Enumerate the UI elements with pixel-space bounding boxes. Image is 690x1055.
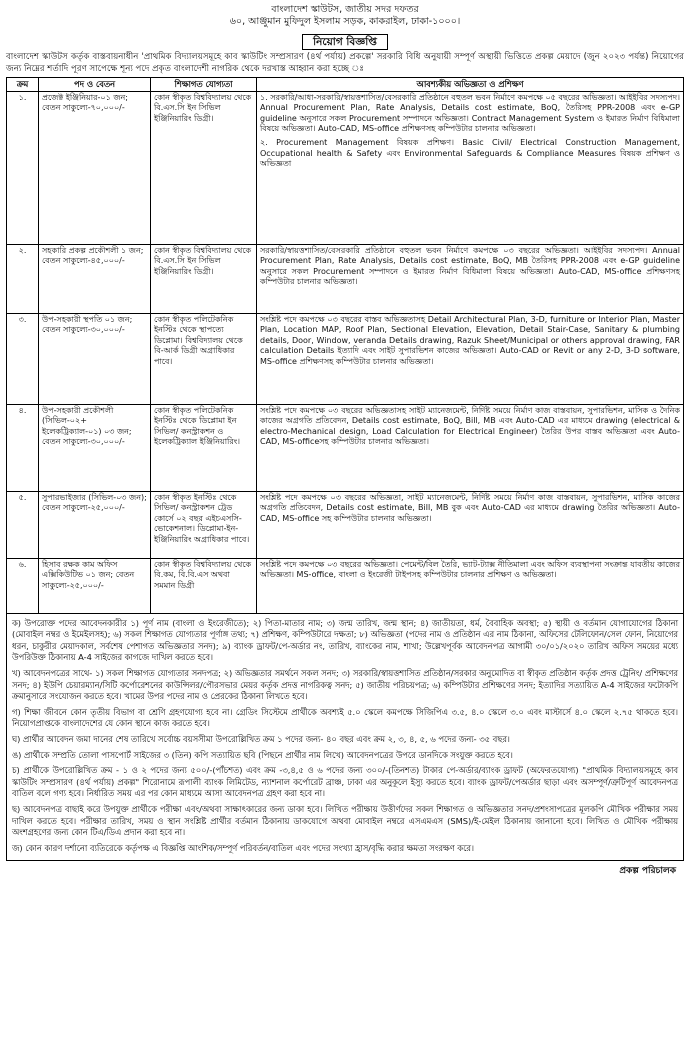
title-wrap bbox=[6, 30, 684, 50]
condition-cha: চ) প্রার্থীকে উপরোল্লিখিত ক্রম - ১ ও ২ পদের জন্য ৫০০/-(পাঁচশত) এবং ক্রম -৩,৪,৫ ও ৬ পদের জন্য ৩০০/-(তিনশত) টাকার পে-অর্ডার/ব্যাংক ড্রাফট (অফেরতযোগ্য) "প্রাথমিক বিদ্যালয়সমূহে কাব স্কাউটিং সম্প্রসারণ (৪র্থ পর্যায়) প্রকল্প" শিরোনামে রূপালী ব্যাংক লিমিটেড, ন্যাশনাল কর্পোরেট ব্রাঞ্চ, ঢাকা এর অনুকূলে ইস্যু করতে হবে। ব্যাংক ড্রাফট/পেঅর্ডার ছাড়া এবং অসম্পূর্ণ/ত্রুটিপূর্ণ আবেদনপত্র বাতিল বলে গণ্য হবে। নির্ধারিত সময় এর পর কোন মাধ্যমে আসা আবেদনপত্র গ্রহণ করা হবে না। bbox=[12, 765, 678, 799]
col-education-header: শিক্ষাগত যোগ্যতা bbox=[151, 78, 257, 92]
education-cell: কোন স্বীকৃত ইনস্টিঃ থেকে সিভিল/ কনস্ট্রাকশন ট্রেড কোর্সে ০২ বছর এইচএসসি-ভোকেশনাল। ডিপ্লোমা-ইন-ইঞ্জিনিয়ারিং অগ্রাধিকার পাবে। bbox=[151, 491, 257, 558]
signature-title: প্রকল্প পরিচালক bbox=[619, 866, 676, 877]
post-cell: প্রজেক্ট ইঞ্জিনিয়ার-০১ জন; বেতন সাকুল্যে-৭০,০০০/- bbox=[39, 91, 151, 244]
col-post-header: পদ ও বেতন bbox=[39, 78, 151, 92]
conditions-section bbox=[6, 614, 684, 862]
requirements-cell: সরকারি/স্বায়ত্তশাসিত/বেসরকারি প্রতিষ্ঠানে বহুতল ভবন নির্মাণে কমপক্ষে ০৩ বছরের অভিজ্ঞতা। আইইবির সদস্যপদ। Annual Procurement Plan, Rate Analysis, Details cost estimate, BoQ, MB তৈরিসহ PPR-2008 এবং e-GP guideline অনুসারে সকল Procurement সম্পাদনে ও ইমারত নির্মাণ বিধিমালা বিষয়ে অভিজ্ঞতা। Auto-CAD, MS-office প্রশিক্ষণসহ কম্পিউটার চালনার অভিজ্ঞতা। bbox=[257, 244, 684, 313]
organization-header bbox=[6, 4, 684, 28]
requirements-cell: সংশ্লিষ্ট পদে কমপক্ষে ০৩ বছরের বাস্তব অভিজ্ঞতাসহ Detail Architectural Plan, 3-D, furniture or Interior Plan, Master Plan, Location MAP, Roof Plan, Sectional Elevation, Elevation, Detail Stair-Case, Sanitary & plumbing details, Door, Window, veranda Details drawing, Razuk Sheet/Municipal or others approval drawing, FAR calculation Details ইত্যাদি এবং সাইট সুপারভিশন কাজের অভিজ্ঞতা। Auto-CAD or Revit or any 2-D, 3-D software, MS-office প্রশিক্ষণসহ কম্পিউটার চালনার অভিজ্ঞতা। bbox=[257, 313, 684, 404]
table-row bbox=[7, 91, 684, 244]
condition-ka: ক) উপরোক্ত পদের আবেদনকারীর ১) পূর্ণ নাম (বাংলা ও ইংরেজীতে); ২) পিতা-মাতার নাম; ৩) জন্ম তারিখ, জন্ম স্থান; ৪) জাতীয়তা, ধর্ম, বৈবাহিক অবস্থা; ৫) স্থায়ী ও বর্তমান যোগাযোগের ঠিকানা (মোবাইল নম্বর ও ইমেইলসহ); ৬) সকল শিক্ষাগত যোগ্যতার পূর্ণাঙ্গ তথ্য; ৭) প্রশিক্ষণ, কম্পিউটারে দক্ষতা; ৮) অভিজ্ঞতা (পদের নাম ও প্রতিষ্ঠান এর নাম ঠিকানা, অফিসের টেলিফোন/সেল ফোন, নিয়োগের ধরন, চাকুরীর মেয়াদকাল, সর্বশেষ পেশাগত অভিজ্ঞতার সনদ); ৯) ব্যাংক ড্রাফট/পে-অর্ডার নং, তারিখ, ব্যাংকের নাম, শাখা; উল্লেখপূর্বক আবেদনপত্র আগামী ৩০/০১/২০২০ তারিখ অফিস সময়ের মধ্যে উপরিউক্ত ঠিকানায় A-4 সাইজের কাগজে দাখিল করতে হবে। bbox=[12, 617, 678, 663]
requirements-text: ১. সরকারি/আধা-সরকারি/স্বায়ত্তশাসিত/বেসরকারি প্রতিষ্ঠানে বহুতল ভবন নির্মাণে কমপক্ষে ০৫ বছরের অভিজ্ঞতা। আইইবির সদস্যপদ। Annual Procurement Plan, Rate Analysis, Details cost estimate, BoQ, তৈরিসহ PPR-2008 এবং e-GP guideline অনুসারে সকল Procurement সম্পাদনে অভিজ্ঞতা। Contract Management System ও ইমারত নির্মাণ বিধিমালা বিষয়ে অভিজ্ঞতা। Auto-CAD, MS-office প্রশিক্ষণসহ কম্পিউটার চালনার অভিজ্ঞতা। bbox=[260, 92, 680, 134]
post-cell: হিসাব রক্ষক কাম অফিস এক্সিকিউটিভ ০১ জন; বেতন সাকুল্যে-২৫,০০০/- bbox=[39, 558, 151, 613]
requirements-cell: সংশ্লিষ্ট পদে কমপক্ষে ০৩ বছরের অভিজ্ঞতা, সাইট ম্যানেজমেন্ট, নির্দিষ্ট সময়ে নির্মাণ কাজ বাস্তবায়ন, সুপারভিশন, মাসিক কাজের অগ্রগতি প্রতিবেদন, Details cost estimate, Bill, MB বুক এবং Auto-CAD এর মাধ্যমে drawing তৈরির অভিজ্ঞতা। Auto-CAD, MS-office সহ কম্পিউটার চালনার অভিজ্ঞতা। bbox=[257, 491, 684, 558]
intro-paragraph: বাংলাদেশ স্কাউটস কর্তৃক বাস্তবায়নাধীন 'প্রাথমিক বিদ্যালয়সমূহে কাব স্কাউটিং সম্প্রসারণ (৪র্থ পর্যায়) প্রকল্পে' সরকারি বিধি অনুযায়ী সম্পূর্ণ অস্থায়ী ভিত্তিতে প্রকল্প মেয়াদে (জুন ২০২৩ পর্যন্ত) নিয়োগের জন্য নিম্নের শর্তাদি পূরণ সাপেক্ষে শূন্য পদে প্রকৃত বাংলাদেশী নাগরিক থেকে দরখাস্ত আহ্বান করা হচ্ছে ঃ bbox=[6, 52, 684, 74]
education-cell: কোন স্বীকৃত পলিটেকনিক ইনস্টিঃ থেকে স্থাপত্যে ডিপ্লোমা। বিশ্ববিদ্যালয় থেকে বি-আর্ক ডিগ্রী অগ্রাধিকার পাবে। bbox=[151, 313, 257, 404]
org-address: ৬০, আঞ্জুমান মুফিদুল ইসলাম সড়ক, কাকরাইল, ঢাকা-১০০০। bbox=[229, 16, 461, 27]
education-cell: কোন স্বীকৃত পলিটেকনিক ইনস্টিঃ থেকে ডিপ্লোমা ইন সিভিল/ কনস্ট্রাকশন ও ইলেকট্রিক্যাল ইঞ্জিনিয়ারিং। bbox=[151, 404, 257, 491]
col-serial-header: ক্রম bbox=[7, 78, 39, 92]
table-row bbox=[7, 404, 684, 491]
post-cell: উপ-সহকারী স্থপতি ০১ জন; বেতন সাকুল্যে-৩০,০০০/- bbox=[39, 313, 151, 404]
education-cell: কোন স্বীকৃত বিশ্ববিদ্যালয় থেকে বি.এস.সি ইন সিভিল ইঞ্জিনিয়ারিং ডিগ্রী। bbox=[151, 91, 257, 244]
education-cell: কোন স্বীকৃত বিশ্ববিদ্যালয় থেকে বি.এস.সি ইন সিভিল ইঞ্জিনিয়ারিং ডিগ্রী। bbox=[151, 244, 257, 313]
requirements-cell: সংশ্লিষ্ট পদে কমপক্ষে ০৩ বছরের অভিজ্ঞতাসহ সাইট ম্যানেজমেন্ট, নির্দিষ্ট সময়ে নির্মাণ কাজ বাস্তবায়ন, সুপারভিশন, মাসিক ও দৈনিক কাজের অগ্রগতি প্রতিবেদন, Details cost estimate, BoQ, Bill, MB এবং Auto-CAD এর মাধ্যমে drawing (electrical & electro-Mechanical design, Load Calculation for Electrical Engineer) তৈরির উপর বাস্তব অভিজ্ঞতা এবং Auto-CAD, MS-officeসহ কম্পিউটার চালনার অভিজ্ঞতা। bbox=[257, 404, 684, 491]
col-requirements-header: আবশ্যকীয় অভিজ্ঞতা ও প্রশিক্ষণ bbox=[257, 78, 684, 92]
requirements-cell bbox=[257, 91, 684, 244]
table-row bbox=[7, 558, 684, 613]
table-header-row bbox=[7, 78, 684, 92]
serial-cell: ৩. bbox=[7, 313, 39, 404]
notice-title: নিয়োগ বিজ্ঞপ্তি bbox=[302, 34, 388, 50]
condition-uma: ঙ) প্রার্থীকে সম্প্রতি তোলা পাসপোর্ট সাইজের ৩ (তিন) কপি সত্যায়িত ছবি (পিছনে প্রার্থীর নাম লিখে) আবেদনপত্রের উপরে ডানদিকে সংযুক্ত করতে হবে। bbox=[12, 749, 513, 760]
serial-cell: ৪. bbox=[7, 404, 39, 491]
post-cell: সুপারভাইজার (সিভিল-০৩ জন); বেতন সাকুল্যে-২৫,০০০/- bbox=[39, 491, 151, 558]
requirements-cell: সংশ্লিষ্ট পদে কমপক্ষে ০৩ বছরের অভিজ্ঞতা। পেমেন্ট/বিল তৈরি, ভ্যাট-ট্যাক্স নীতিমালা এবং অফিস ব্যবস্থাপনা সংক্রান্ত যাবতীয় কাজের অভিজ্ঞতা। MS-office, বাংলা ও ইংরেজী টাইপসহ কম্পিউটার চালনার প্রশিক্ষণ ও অভিজ্ঞতা। bbox=[257, 558, 684, 613]
condition-chha: ছ) আবেদনপত্র বাছাই করে উপযুক্ত প্রার্থীকে পরীক্ষা এবং/অথবা সাক্ষাৎকারের জন্য ডাকা হবে। লিখিত পরীক্ষায় উত্তীর্ণদের সকল শিক্ষাগত ও অভিজ্ঞতার সনদ/প্রশংসাপত্রের মূলকপি মৌখিক পরীক্ষার সময় দাখিল করতে হবে। পরীক্ষার তারিখ, সময় ও স্থান সংশ্লিষ্ট প্রার্থীর বর্তমান ঠিকানায় ডাকযোগে অথবা মোবাইল নম্বরে এসএমএস (SMS)/ই-মেইল ঠিকানায় জানানো হবে। লিখিত ও মৌখিক পরীক্ষায় অংশগ্রহণের জন্য কোন টিএ/ডিএ প্রদান করা হবে না। bbox=[12, 803, 678, 838]
serial-cell: ৫. bbox=[7, 491, 39, 558]
serial-cell: ১. bbox=[7, 91, 39, 244]
table-row bbox=[7, 313, 684, 404]
vacancy-table bbox=[6, 77, 684, 614]
education-cell: কোন স্বীকৃত বিশ্ববিদ্যালয় থেকে বি.কম, বি.বি.এস অথবা সমমান ডিগ্রী bbox=[151, 558, 257, 613]
condition-kha: খ) আবেদনপত্রের সাথে- ১) সকল শিক্ষাগত যোগ্যতার সনদপত্র; ২) অভিজ্ঞতার সমর্থনে সকল সনদ; ৩) সরকারি/স্বায়ত্তশাসিত প্রতিষ্ঠান/সরকার অনুমোদিত বা স্বীকৃত প্রতিষ্ঠান কর্তৃক প্রদত্ত ট্রেনিং/ প্রশিক্ষণের সনদ; ৪) ইউপি চেয়ারম্যান/সিটি কর্পোরেশনের কাউন্সিলর/পৌরসভার মেয়র কর্তৃক প্রদত্ত নাগরিকত্ব সনদ; ৫) জাতীয় পরিচয়পত্র; ৬) কম্পিউটার প্রশিক্ষণের সনদ; ইত্যাদির সত্যায়িত A-4 সাইজের ফটোকপি ক্রমানুসারে সংযোজন করতে হবে। খামের উপর পদের নাম ও প্রেরকের ঠিকানা লিখতে হবে। bbox=[12, 667, 678, 702]
condition-ja: জ) কোন কারণ দর্শানো ব্যতিরেকে কর্তৃপক্ষ এ বিজ্ঞপ্তি আংশিক/সম্পূর্ণ পরিবর্তন/বাতিল এবং পদের সংখ্যা হ্রাস/বৃদ্ধি করার ক্ষমতা সংরক্ষণ করে। bbox=[12, 842, 474, 853]
post-cell: সহকারি প্রকল্প প্রকৌশলী ১ জন; বেতন সাকুল্যে-৪৫,০০০/- bbox=[39, 244, 151, 313]
org-name: বাংলাদেশ স্কাউটস, জাতীয় সদর দফতর bbox=[271, 4, 419, 15]
serial-cell: ৬. bbox=[7, 558, 39, 613]
table-row bbox=[7, 491, 684, 558]
table-row bbox=[7, 244, 684, 313]
condition-ga: গ) শিক্ষা জীবনে কোন তৃতীয় বিভাগ বা শ্রেণি গ্রহণযোগ্য হবে না। গ্রেডিং সিস্টেমে প্রার্থীকে অবশ্যই ৫.০ স্কেলে কমপক্ষে সিজিপিএ ৩.৫, ৪.০ স্কেলে ৩.০ এবং মাস্টার্সে ৪.০ স্কেলে ২.৭৫ থাকতে হবে। নিয়োগপ্রাপ্তকে বাংলাদেশের যে কোন স্থানে কাজ করতে হবে। bbox=[12, 706, 678, 729]
post-cell: উপ-সহকারী প্রকৌশলী (সিভিল-০২+ ইলেকট্রিক্যাল-০১) ০৩ জন; বেতন সাকুল্যে-৩০,০০০/- bbox=[39, 404, 151, 491]
condition-gha: ঘ) প্রার্থীর আবেদন জমা দানের শেষ তারিখে সর্বোচ্চ বয়সসীমা উপরোল্লিখিত ক্রম ১ পদের জন্য- ৪০ বছর এবং ক্রম ২, ৩, ৪, ৫, ৬ পদের জন্য- ৩৫ বছর। bbox=[12, 733, 510, 744]
requirements-text-2: ২. Procurement Management বিষয়ক প্রশিক্ষণ। Basic Civil/ Electrical Construction Management, Occupational health & Safety এবং Environmental Safeguards & Compliance Measures বিষয়ক প্রশিক্ষণ ও অভিজ্ঞতা bbox=[260, 137, 680, 169]
serial-cell: ২. bbox=[7, 244, 39, 313]
